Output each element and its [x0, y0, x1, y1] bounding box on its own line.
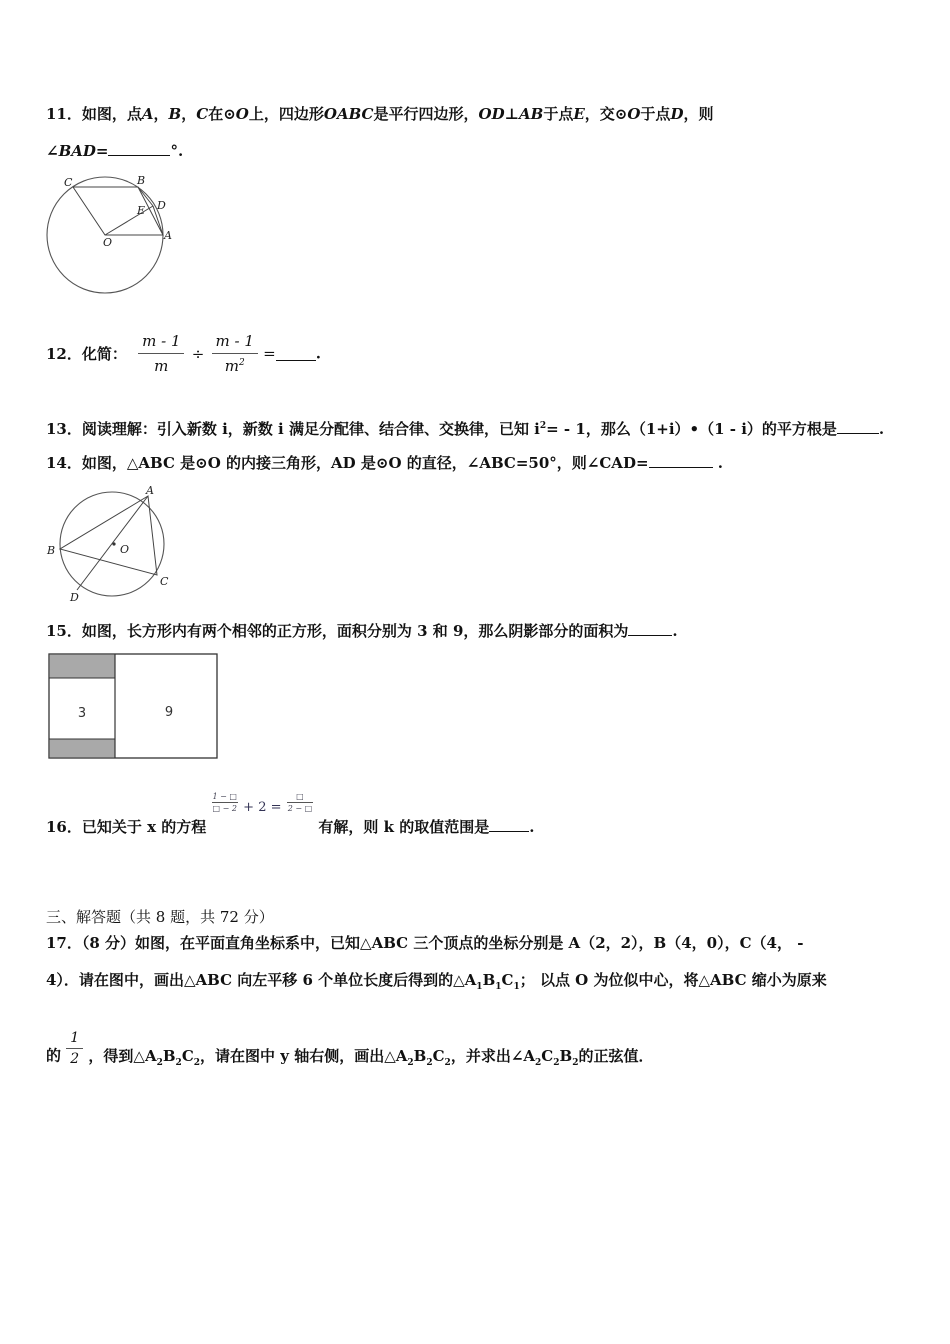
- q17-line1: 17．（8 分）如图，在平面直角坐标系中，已知△ABC 三个顶点的坐标分别是 A（2，2），B（4，0），C（4， -: [46, 934, 804, 952]
- q14-line: 14．如图，△ABC 是⊙O 的内接三角形，AD 是⊙O 的直径，∠ABC=50°，则∠CAD= .: [46, 454, 723, 472]
- answer-blank: [628, 621, 672, 636]
- q16-fraction-1: $\frac{1 - □}{□ - 2}$: [212, 792, 237, 813]
- answer-blank: [108, 141, 170, 156]
- q15-line: 15．如图，长方形内有两个相邻的正方形，面积分别为 3 和 9，那么阴影部分的面积为 .: [46, 622, 678, 640]
- fig11-label-d: D: [157, 199, 166, 212]
- fig14-label-a: A: [146, 484, 154, 497]
- fig11-label-o: O: [103, 236, 113, 249]
- answer-blank: [837, 419, 879, 434]
- q16-line: 16．已知关于 x 的方程 $\frac{1 - □}{□ - 2}$ + 2 = $\frac{□}{2 - □}$ 有解，则 k 的取值范围是 .: [46, 792, 535, 836]
- q12-line: 12．化简： $\frac{m - 1}{m}$ ÷ $\frac{m - 1}{m^2}$ = .: [46, 332, 321, 375]
- fig11-label-e: E: [137, 204, 146, 217]
- answer-blank: [276, 346, 316, 361]
- answer-blank: [489, 817, 529, 832]
- section-title: 三、解答题（共 8 题，共 72 分）: [46, 908, 274, 926]
- q14-figure: [42, 482, 182, 606]
- square-area-9: 9: [164, 705, 174, 720]
- square-area-3: 3: [77, 706, 87, 721]
- fig11-label-c: C: [64, 176, 73, 189]
- q11-line2: ∠BAD= °.: [46, 142, 184, 160]
- q11-figure: [40, 172, 180, 302]
- q13-line: 13．阅读理解：引入新数 i，新数 i 满足分配律、结合律、交换律，已知 $i^2= - 1$，那么（1+i）•（1 - i）的平方根是 .: [46, 420, 885, 438]
- fig11-label-a: A: [164, 229, 172, 242]
- q11-line1: 11．如图，点A，B，C在⊙O上，四边形OABC是平行四边形，OD⊥AB于点E，交⊙O于点D，则: [46, 105, 714, 123]
- fig14-label-c: C: [160, 575, 169, 588]
- q17-fraction: $\frac{1}{2}$: [66, 1030, 83, 1067]
- fig14-label-d: D: [70, 591, 79, 604]
- q15-figure: [48, 653, 220, 761]
- fig11-label-b: B: [137, 174, 146, 187]
- q12-fraction-1: $\frac{m - 1}{m}$: [138, 332, 184, 375]
- q17-line3: 的 $\frac{1}{2}$ ，得到$\triangle A_2B_2C_2$，请在图中 y 轴右侧，画出$\triangle A_2B_2C_2$，并求出$\angle A_2C_2B_2$的正弦值．: [46, 1030, 654, 1068]
- q12-fraction-2: $\frac{m - 1}{m^2}$: [212, 332, 258, 375]
- fig14-label-b: B: [47, 544, 56, 557]
- q17-line2: 4）．请在图中，画出△ABC 向左平移 6 个单位长度后得到的$\triangle A_1B_1C_1$； 以点 O 为位似中心，将△ABC 缩小为原来: [46, 971, 827, 992]
- q16-fraction-2: $\frac{□}{2 - □}$: [287, 792, 313, 813]
- fig14-label-o: O: [120, 543, 130, 556]
- answer-blank: [649, 453, 713, 468]
